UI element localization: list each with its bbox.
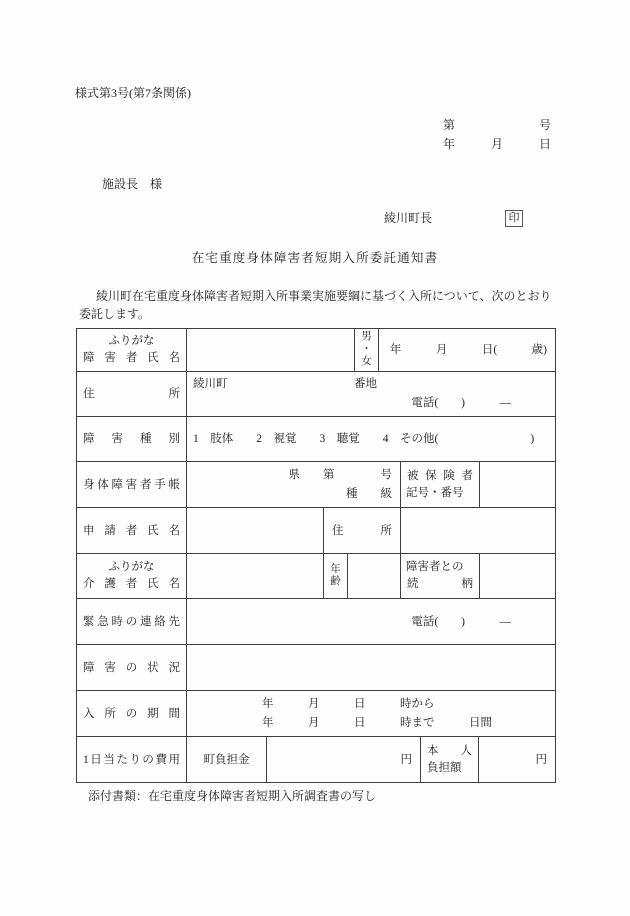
sex-separator: ・ xyxy=(361,343,372,355)
condition-label-cell xyxy=(77,645,187,691)
condition-field xyxy=(187,645,556,691)
town-share-label-cell xyxy=(187,737,267,783)
applicant-name-label: 申 請 者 氏 名 xyxy=(83,524,180,537)
relation-label-cell xyxy=(401,554,480,599)
row-handbook xyxy=(77,462,556,508)
applicant-address-label-cell xyxy=(324,508,401,554)
person-furigana-label: ふりがな xyxy=(108,335,155,347)
body-text-line1: 綾川町在宅重度身体障害者短期入所事業実施要綱に基づく入所について、次のとおり xyxy=(96,289,552,303)
row-emergency-contact xyxy=(77,599,556,645)
self-pay-amount-field xyxy=(479,737,556,783)
applicant-address-label: 住 所 xyxy=(332,524,392,537)
row-applicant xyxy=(77,508,556,554)
emergency-contact-label: 緊急時の連絡先 xyxy=(83,615,180,628)
row-condition xyxy=(77,645,556,691)
address-label-cell xyxy=(77,372,187,417)
self-pay-label-line1: 本 人 xyxy=(427,744,472,757)
town-share-label: 町負担金 xyxy=(203,753,250,766)
row-address xyxy=(77,372,556,417)
cost-label-cell xyxy=(77,737,187,783)
sex-selector-cell xyxy=(355,329,379,372)
document-date-line: 年 月 日 xyxy=(443,137,552,151)
self-pay-unit: 円 xyxy=(535,753,547,766)
period-to-template: 年 月 日 時まで 日間 xyxy=(262,716,492,729)
handbook-grade-template: 種 級 xyxy=(346,487,392,500)
age-label-bottom: 齢 xyxy=(330,576,341,587)
self-pay-label-line2: 負担額 xyxy=(427,761,462,774)
applicant-label-cell xyxy=(77,508,187,554)
row-caregiver xyxy=(77,554,556,599)
notification-table xyxy=(76,328,556,783)
age-field xyxy=(348,554,401,599)
period-field xyxy=(187,691,556,737)
mayor-name: 綾川町長 xyxy=(384,211,433,225)
form-number: 様式第3号(第7条関係) xyxy=(75,86,191,100)
person-name-label-cell xyxy=(77,329,187,372)
insured-label-cell xyxy=(401,462,480,508)
self-pay-label-cell xyxy=(421,737,479,783)
age-label-top: 年 xyxy=(330,563,341,575)
applicant-name-field xyxy=(187,508,324,554)
document-title: 在宅重度身体障害者短期入所委託通知書 xyxy=(191,251,439,265)
disability-type-label-cell xyxy=(77,417,187,462)
caregiver-name-label: 介 護 者 氏 名 xyxy=(83,578,180,590)
attachment-note: 添付書類：在宅重度身体障害者短期入所調査書の写し xyxy=(88,789,377,803)
period-label-cell xyxy=(77,691,187,737)
relation-label-line2: 続 柄 xyxy=(407,578,473,590)
person-name-label: 障 害 者 氏 名 xyxy=(83,352,180,364)
disability-type-label: 障 害 種 別 xyxy=(83,433,180,445)
emergency-contact-field xyxy=(187,599,556,645)
applicant-address-field xyxy=(401,508,556,554)
handbook-label: 身体障害者手帳 xyxy=(83,478,180,491)
age-label-cell xyxy=(324,554,348,599)
birthdate-cell xyxy=(379,329,556,372)
handbook-number-template: 県 第 号 xyxy=(288,468,392,481)
recipient-line: 施設長 様 xyxy=(102,177,163,191)
caregiver-label-cell xyxy=(77,554,187,599)
address-field xyxy=(187,372,556,417)
handbook-number-cell xyxy=(187,462,401,508)
emergency-phone-template: 電話( ) ― xyxy=(411,615,511,628)
row-daily-cost xyxy=(77,737,556,783)
relation-field xyxy=(480,554,556,599)
caregiver-furigana-label: ふりがな xyxy=(108,561,155,573)
condition-label: 障 害 の 状 況 xyxy=(83,661,180,674)
period-from-template: 年 月 日 時から xyxy=(262,697,435,710)
period-label: 入 所 の 期 間 xyxy=(83,707,180,720)
town-share-amount-field xyxy=(267,737,421,783)
seal-stamp: 印 xyxy=(505,210,523,227)
row-person-name xyxy=(77,329,556,372)
sex-female-label: 女 xyxy=(361,356,372,368)
birthdate-template: 年 月 日( 歳) xyxy=(389,344,547,356)
body-text-line2: 委託します。 xyxy=(79,307,151,321)
relation-label-line1: 障害者との xyxy=(406,561,464,573)
row-period xyxy=(77,691,556,737)
sex-male-label: 男 xyxy=(361,331,372,343)
address-town-template: 綾川町 番地 xyxy=(193,378,377,390)
disability-type-options: 1 肢体 2 視覚 3 聴覚 4 その他( ) xyxy=(193,433,535,445)
insured-label-line1: 被 保 険 者 xyxy=(407,469,473,482)
address-phone-template: 電話( ) ― xyxy=(411,397,511,409)
disability-type-options-cell xyxy=(187,417,556,462)
emergency-label-cell xyxy=(77,599,187,645)
address-label: 住 所 xyxy=(83,388,180,400)
document-number-line: 第 号 xyxy=(443,118,552,132)
row-disability-type xyxy=(77,417,556,462)
cost-label: 1日当たりの費用 xyxy=(83,753,180,766)
insured-number-field xyxy=(480,462,556,508)
person-name-field xyxy=(187,329,355,372)
handbook-label-cell xyxy=(77,462,187,508)
insured-label-line2: 記号・番号 xyxy=(406,486,464,499)
town-share-unit: 円 xyxy=(400,753,412,766)
caregiver-name-field xyxy=(187,554,324,599)
